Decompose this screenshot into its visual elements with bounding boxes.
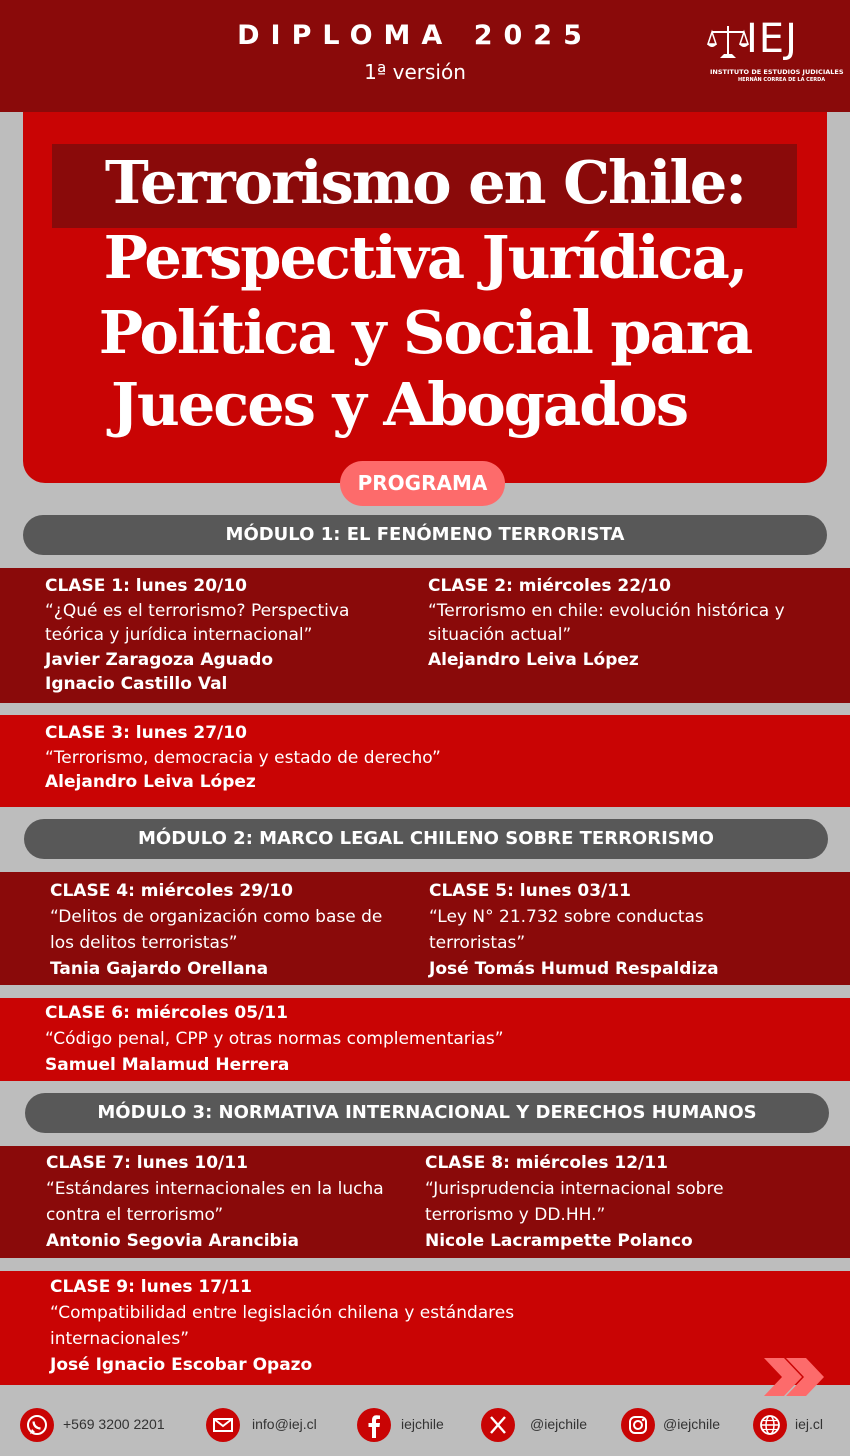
logo-subtitle: INSTITUTO DE ESTUDIOS JUDICIALES	[710, 68, 844, 76]
class-speaker: Nicole Lacrampette Polanco	[425, 1231, 693, 1251]
class-5	[429, 878, 729, 982]
class-topic: “Estándares internacionales en la lucha contra el terrorismo”	[46, 1179, 384, 1225]
class-speaker: José Ignacio Escobar Opazo	[50, 1355, 313, 1375]
class-speaker: Antonio Segovia Arancibia	[46, 1231, 299, 1251]
class-heading: CLASE 5: lunes 03/11	[429, 881, 631, 901]
instagram-label: @iejchile	[663, 1416, 721, 1432]
course-title-line-4: Jueces y Abogados	[110, 370, 688, 439]
class-topic: “Ley N° 21.732 sobre conductas terroristas”	[429, 907, 704, 953]
double-chevron-right-icon	[762, 1356, 826, 1398]
email-label: info@iej.cl	[252, 1416, 317, 1432]
mail-icon	[206, 1408, 240, 1442]
class-speaker: Alejandro Leiva López	[45, 772, 256, 792]
module-2-header: MÓDULO 2: MARCO LEGAL CHILENO SOBRE TERRORISMO	[24, 819, 828, 859]
class-speaker: Tania Gajardo Orellana	[50, 959, 269, 979]
class-6	[45, 1000, 805, 1078]
website-label: iej.cl	[795, 1416, 824, 1432]
class-2	[428, 574, 808, 672]
class-9	[50, 1274, 530, 1378]
class-topic: “Terrorismo, democracia y estado de derecho”	[45, 747, 441, 768]
iej-logo	[706, 16, 844, 86]
class-heading: CLASE 7: lunes 10/11	[46, 1153, 248, 1173]
x-label: @iejchile	[530, 1416, 588, 1432]
class-speaker: José Tomás Humud Respaldiza	[429, 959, 719, 979]
class-heading: CLASE 6: miércoles 05/11	[45, 1003, 288, 1023]
diploma-title: DIPLOMA 2025	[237, 20, 593, 51]
facebook-label: iejchile	[401, 1416, 444, 1432]
globe-icon	[753, 1408, 787, 1442]
whatsapp-icon	[20, 1408, 54, 1442]
class-heading: CLASE 2: miércoles 22/10	[428, 576, 671, 596]
module-3-header: MÓDULO 3: NORMATIVA INTERNACIONAL Y DERECHOS HUMANOS	[25, 1093, 829, 1133]
course-title-line-2: Perspectiva Jurídica,	[103, 223, 747, 292]
class-topic: “¿Qué es el terrorismo? Perspectiva teórica y jurídica internacional”	[45, 600, 350, 645]
footer-contact-bar	[0, 1396, 850, 1456]
class-1	[45, 574, 385, 697]
class-heading: CLASE 8: miércoles 12/11	[425, 1153, 668, 1173]
class-topic: “Código penal, CPP y otras normas complementarias”	[45, 1029, 504, 1049]
phone-label: +569 3200 2201	[63, 1416, 165, 1432]
class-7	[46, 1150, 396, 1254]
class-speaker: Javier Zaragoza Aguado	[45, 649, 274, 670]
module-1-header: MÓDULO 1: EL FENÓMENO TERRORISTA	[23, 515, 827, 555]
instagram-icon	[621, 1408, 655, 1442]
class-heading: CLASE 1: lunes 20/10	[45, 576, 247, 596]
logo-subtitle-2: HERNÁN CORREA DE LA CERDA	[738, 77, 826, 83]
class-speaker: Samuel Malamud Herrera	[45, 1055, 290, 1075]
class-topic: “Delitos de organización como base de los delitos terroristas”	[50, 907, 383, 953]
class-4	[50, 878, 400, 982]
x-icon	[481, 1408, 515, 1442]
class-3	[45, 721, 805, 795]
programa-badge: PROGRAMA	[340, 461, 505, 506]
class-heading: CLASE 4: miércoles 29/10	[50, 881, 293, 901]
course-title-line-3: Política y Social para	[98, 298, 752, 367]
diploma-version: 1ª versión	[364, 60, 466, 84]
scales-of-justice-icon	[706, 22, 750, 62]
class-heading: CLASE 3: lunes 27/10	[45, 723, 247, 743]
class-speaker: Ignacio Castillo Val	[45, 674, 228, 694]
class-topic: “Terrorismo en chile: evolución histórica y situación actual”	[428, 600, 785, 645]
class-speaker: Alejandro Leiva López	[428, 649, 639, 670]
class-topic: “Jurisprudencia internacional sobre terrorismo y DD.HH.”	[425, 1179, 724, 1225]
course-title-line-1: Terrorismo en Chile:	[104, 148, 746, 217]
class-8	[425, 1150, 755, 1254]
class-topic: “Compatibilidad entre legislación chilena y estándares internacionales”	[50, 1303, 515, 1349]
facebook-icon	[357, 1408, 391, 1442]
logo-text: IEJ	[746, 16, 798, 62]
class-heading: CLASE 9: lunes 17/11	[50, 1277, 252, 1297]
